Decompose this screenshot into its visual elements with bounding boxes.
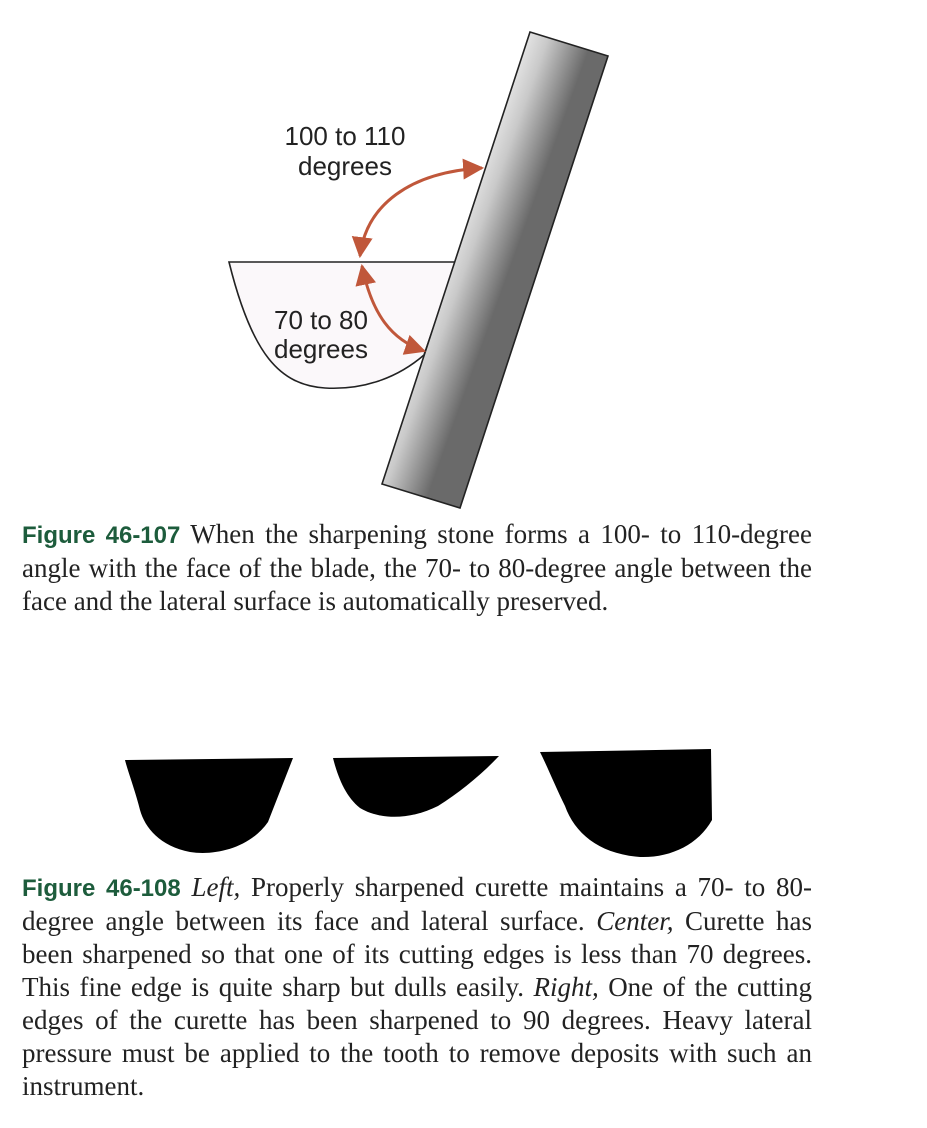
left-caption-text: Properly sharpened curette maintains a 70- to 80-degree angle between its face and lateral surface. bbox=[22, 872, 813, 936]
curette-left-silhouette bbox=[125, 758, 293, 853]
center-label: Center, bbox=[596, 906, 674, 936]
figure-107-caption-text: When the sharpening stone forms a 100- to 110-degree angle with the face of the blade, the 70- to 80-degree angle between the face and the lateral surface is automatically preserved. bbox=[22, 519, 813, 616]
figure-108-diagram bbox=[0, 730, 927, 870]
right-caption-text: One of the cutting edges of the curette has been sharpened to 90 degrees. Heavy lateral pressure must be applied to the tooth to remove deposits with such an instrument. bbox=[22, 972, 812, 1101]
right-label: Right, bbox=[533, 972, 599, 1002]
figure-108-number: Figure 46-108 bbox=[22, 875, 181, 902]
figure-107-caption bbox=[22, 518, 812, 618]
curette-right-silhouette bbox=[540, 749, 712, 857]
stone-angle-label-line-1: 100 to 110 bbox=[284, 121, 406, 151]
curette-center-silhouette bbox=[333, 756, 499, 817]
center-caption-text: Curette has been sharpened so that one of its cutting edges is less than 70 degrees. This fine edge is quite sharp but dulls easily. bbox=[22, 906, 813, 1002]
stone-angle-label-line-2: degrees bbox=[298, 151, 392, 181]
blade-angle-label-line-2: degrees bbox=[274, 334, 368, 364]
blade-angle-label-line-1: 70 to 80 bbox=[274, 305, 368, 335]
left-label: Left, bbox=[191, 872, 241, 902]
figure-108-caption bbox=[22, 871, 812, 1103]
figure-107-number: Figure 46-107 bbox=[22, 522, 181, 549]
figure-107-diagram bbox=[0, 0, 927, 520]
